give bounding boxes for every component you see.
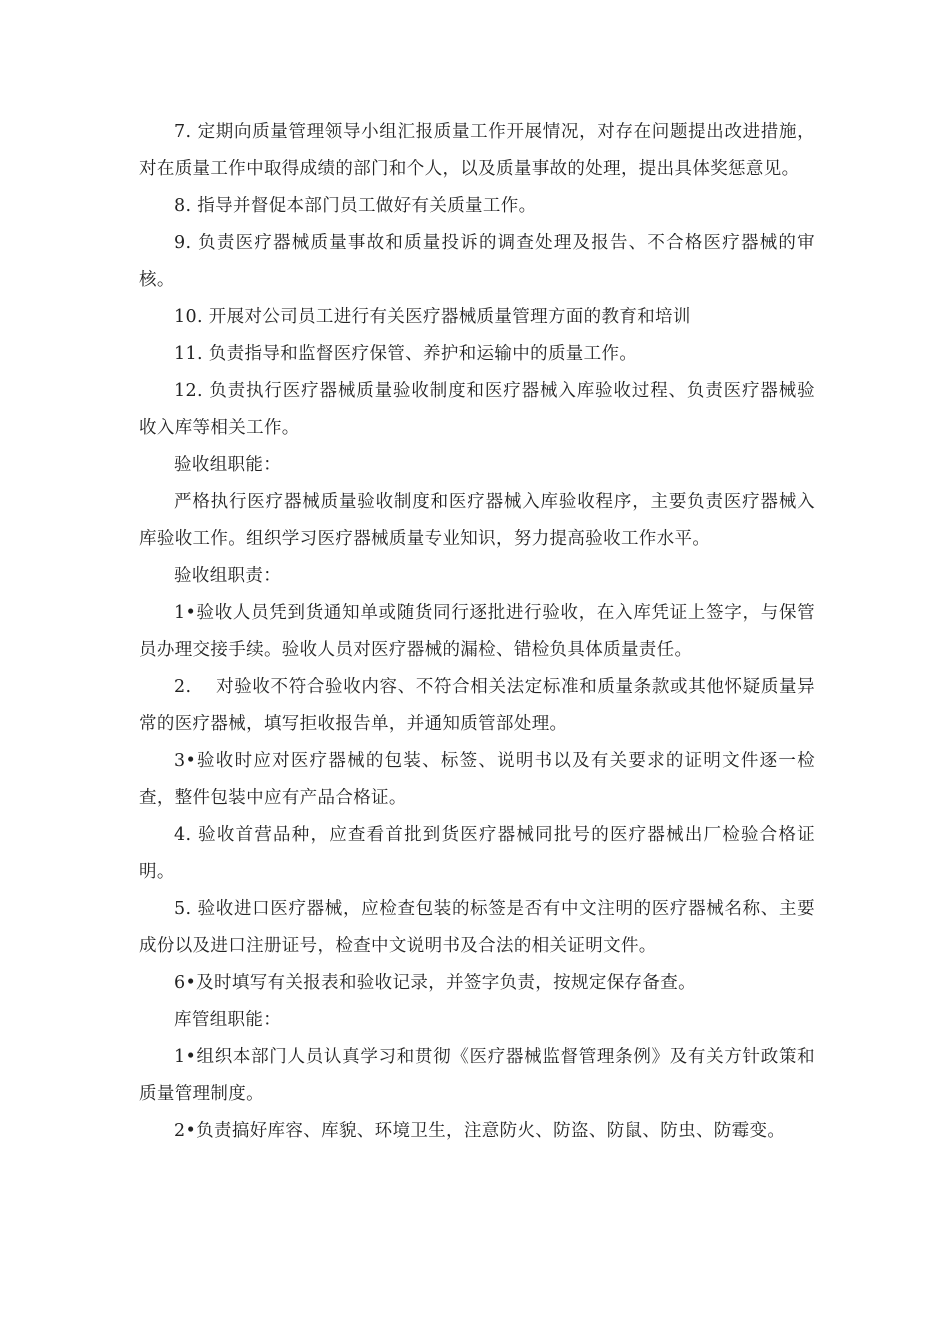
paragraph-acceptance-duty-1: 1•验收人员凭到货通知单或随货同行逐批进行验收，在入库凭证上签字，与保管员办理交接手续。验收人员对医疗器械的漏检、错检负具体质量责任。 bbox=[139, 603, 815, 660]
paragraph-acceptance-functions: 严格执行医疗器械质量验收制度和医疗器械入库验收程序，主要负责医疗器械入库验收工作。组织学习医疗器械质量专业知识，努力提高验收工作水平。 bbox=[139, 492, 815, 549]
paragraph-duty-10: 10. 开展对公司员工进行有关医疗器械质量管理方面的教育和培训 bbox=[174, 307, 691, 327]
paragraph-warehouse-function-1: 1•组织本部门人员认真学习和贯彻《医疗器械监督管理条例》及有关方针政策和质量管理制度。 bbox=[139, 1047, 815, 1104]
section-heading-acceptance-functions: 验收组职能： bbox=[174, 455, 282, 475]
paragraph-duty-11: 11. 负责指导和监督医疗保管、养护和运输中的质量工作。 bbox=[174, 344, 638, 364]
document-body bbox=[139, 114, 815, 1150]
paragraph-acceptance-duty-3: 3•验收时应对医疗器械的包装、标签、说明书以及有关要求的证明文件逐一检查，整件包装中应有产品合格证。 bbox=[139, 751, 815, 808]
section-heading-acceptance-duties: 验收组职责： bbox=[174, 566, 282, 586]
paragraph-duty-9: 9. 负责医疗器械质量事故和质量投诉的调查处理及报告、不合格医疗器械的审核。 bbox=[139, 233, 815, 290]
section-heading-warehouse-functions: 库管组职能： bbox=[174, 1010, 282, 1030]
paragraph-warehouse-function-2: 2•负责搞好库容、库貌、环境卫生，注意防火、防盗、防鼠、防虫、防霉变。 bbox=[174, 1121, 786, 1141]
paragraph-acceptance-duty-5: 5. 验收进口医疗器械，应检查包装的标签是否有中文注明的医疗器械名称、主要成份以及进口注册证号，检查中文说明书及合法的相关证明文件。 bbox=[139, 899, 815, 956]
paragraph-duty-7: 7. 定期向质量管理领导小组汇报质量工作开展情况，对存在问题提出改进措施，对在质量工作中取得成绩的部门和个人，以及质量事故的处理，提出具体奖惩意见。 bbox=[139, 122, 815, 179]
paragraph-acceptance-duty-6: 6•及时填写有关报表和验收记录，并签字负责，按规定保存备查。 bbox=[174, 973, 696, 993]
paragraph-duty-8: 8. 指导并督促本部门员工做好有关质量工作。 bbox=[174, 196, 537, 216]
paragraph-duty-12: 12. 负责执行医疗器械质量验收制度和医疗器械入库验收过程、负责医疗器械验收入库等相关工作。 bbox=[139, 381, 815, 438]
paragraph-acceptance-duty-4: 4. 验收首营品种，应查看首批到货医疗器械同批号的医疗器械出厂检验合格证明。 bbox=[139, 825, 815, 882]
paragraph-acceptance-duty-2: 2. 对验收不符合验收内容、不符合相关法定标准和质量条款或其他怀疑质量异常的医疗器械，填写拒收报告单，并通知质管部处理。 bbox=[139, 677, 815, 734]
